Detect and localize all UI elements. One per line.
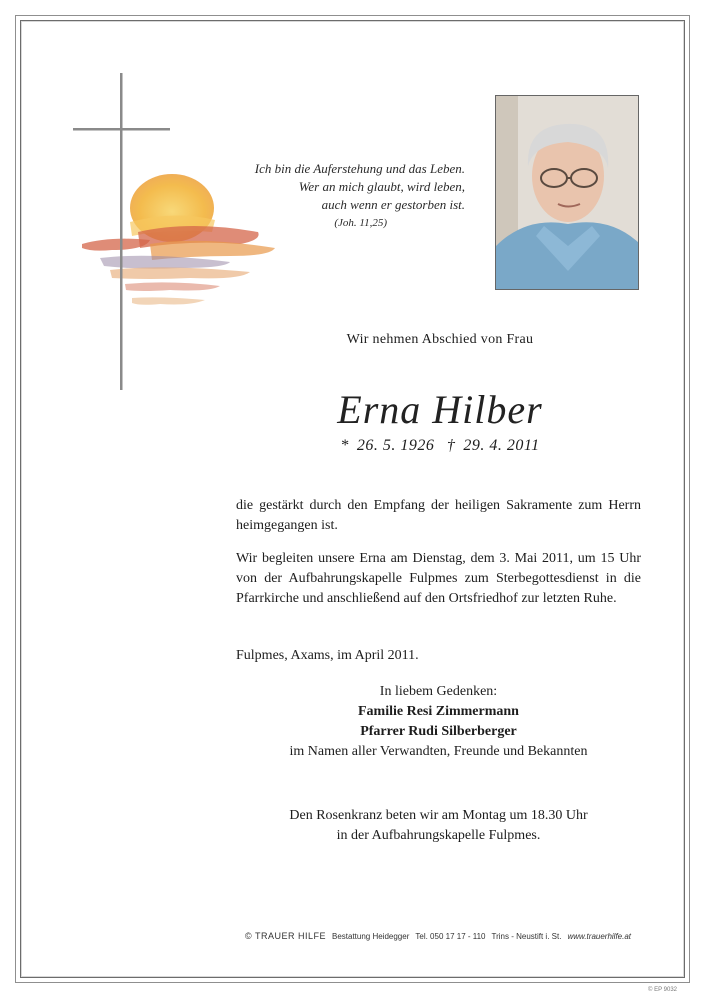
verse-line-3: auch wenn er gestorben ist.	[321, 197, 465, 212]
mourner-2: Pfarrer Rudi Silberberger	[360, 724, 517, 739]
footer-url[interactable]: www.trauerhilfe.at	[567, 931, 632, 941]
portrait-icon	[496, 96, 639, 290]
deceased-name: Erna Hilber	[337, 387, 543, 432]
footer-company: Bestattung Heidegger	[331, 931, 410, 941]
footer-address: Trins - Neustift i. St.	[491, 931, 562, 941]
verse-line-2: Wer an mich glaubt, wird leben,	[298, 179, 465, 194]
brand-logo: © TRAUER HILFE	[245, 931, 326, 941]
portrait-photo	[495, 95, 639, 290]
mourner-1: Familie Resi Zimmermann	[358, 704, 519, 719]
rosary-line-2: in der Aufbahrungskapelle Fulpmes.	[336, 828, 541, 843]
place-date-line: Fulpmes, Axams, im April 2011.	[236, 648, 419, 663]
birth-mark: *	[340, 437, 349, 454]
rosary-line-1: Den Rosenkranz beten wir am Montag um 18.30 Uhr	[289, 808, 588, 823]
life-dates	[270, 437, 610, 455]
footer	[245, 931, 645, 941]
verse-line-1: Ich bin die Auferstehung und das Leben.	[254, 161, 465, 176]
mourners-closing: im Namen aller Verwandten, Freunde und Bekannten	[289, 744, 588, 759]
verse-reference: (Joh. 11,25)	[334, 217, 387, 229]
sacraments-paragraph: die gestärkt durch den Empfang der heiligen Sakramente zum Herrn heimgegangen ist.	[236, 498, 641, 533]
death-date: 29. 4. 2011	[463, 437, 540, 454]
bible-verse	[205, 160, 465, 232]
birth-date: 26. 5. 1926	[356, 437, 435, 454]
funeral-paragraph: Wir begleiten unsere Erna am Dienstag, dem 3. Mai 2011, um 15 Uhr von der Aufbahrungskapelle Fulpmes zum Sterbegottesdienst in die Pfarrkirche und anschließend auf den Ortsfriedhof zur letzten Ruhe.	[236, 551, 641, 606]
rosary-notice	[236, 806, 641, 846]
farewell-intro: Wir nehmen Abschied von Frau	[346, 332, 534, 347]
mourners-heading: In liebem Gedenken:	[379, 684, 498, 699]
death-mark: †	[446, 437, 456, 454]
mourners-block	[236, 682, 641, 762]
print-code: © EP 9032	[648, 987, 677, 993]
footer-phone: Tel. 050 17 17 - 110	[415, 931, 486, 941]
